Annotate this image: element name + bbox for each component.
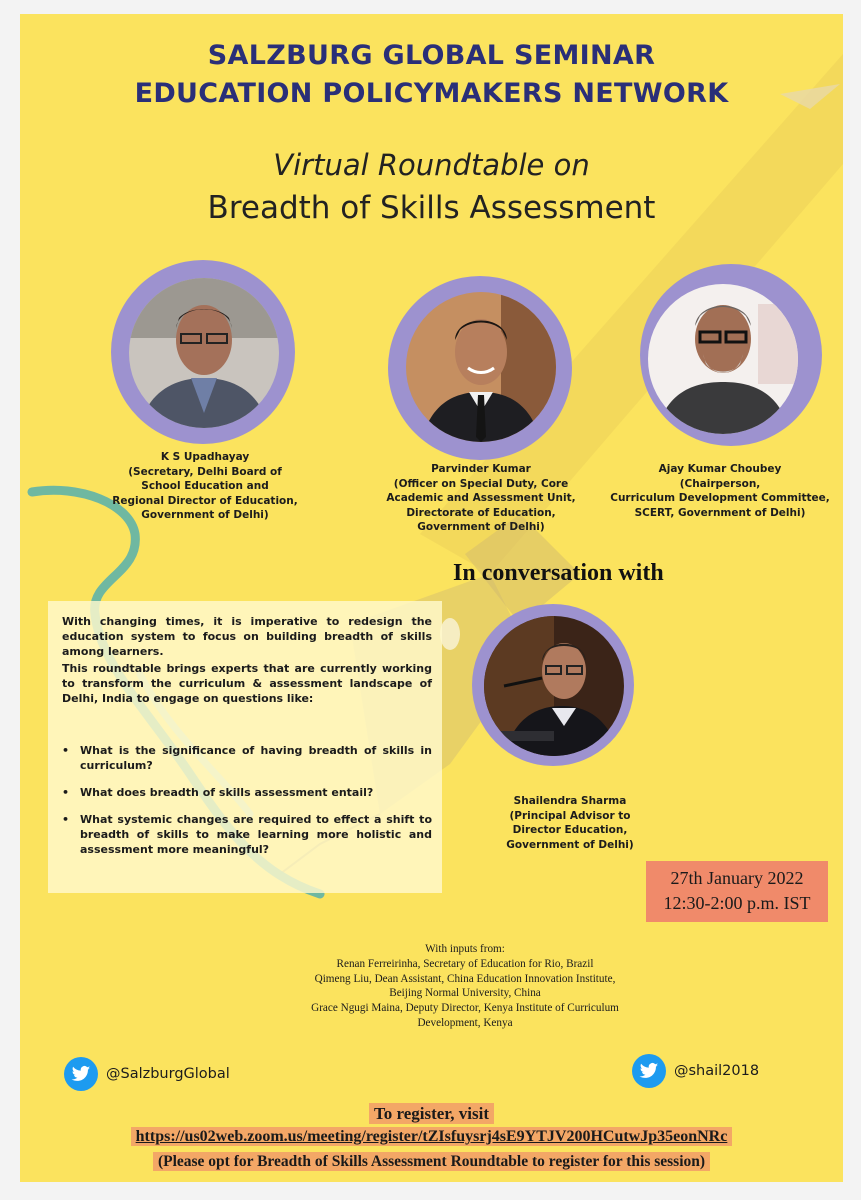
register-heading-text: To register, visit [369, 1103, 494, 1124]
speaker-role-line: (Officer on Special Duty, Core [393, 477, 569, 490]
inputs-from [290, 942, 640, 1031]
question-text: What is the significance of having breadth of skills in curriculum? [80, 744, 432, 772]
speaker-role-line: SCERT, Government of Delhi) [634, 506, 806, 519]
question-item [62, 785, 432, 800]
question-text: What does breadth of skills assessment entail? [80, 786, 374, 799]
speaker-role-line: Academic and Assessment Unit, [386, 492, 576, 504]
speaker-role-line: Government of Delhi) [141, 509, 269, 521]
twitter-handle-text: @shail2018 [674, 1063, 760, 1079]
speaker-role-line: (Chairperson, [679, 477, 761, 490]
register-note: (Please opt for Breadth of Skills Assessment Roundtable to register for this session) [153, 1152, 710, 1171]
register-note-row [20, 1153, 843, 1171]
register-heading [20, 1104, 843, 1124]
moderator-role-line: Government of Delhi) [506, 838, 634, 851]
speaker-photo-parvinder [388, 276, 572, 460]
inputs-line: Beijing Normal University, China [389, 987, 541, 1000]
speaker-name: Ajay Kumar Choubey [658, 463, 782, 475]
portrait-4 [484, 616, 624, 756]
conversation-heading: In conversation with [453, 560, 664, 586]
twitter-icon [632, 1054, 666, 1088]
description-para2: This roundtable brings experts that are currently working to transform the curriculum & assessment landscape of Delhi, India to engage on questions like: [62, 662, 432, 705]
moderator-role-line: Director Education, [512, 824, 628, 836]
moderator-photo-sharma [472, 604, 634, 766]
speaker-photo-upadhayay [111, 260, 295, 444]
event-time: 12:30-2:00 p.m. IST [663, 893, 811, 913]
speaker-caption-choubey [600, 462, 840, 520]
speaker-caption-upadhayay [90, 450, 320, 523]
speaker-role-line: Directorate of Education, [406, 506, 556, 519]
portrait-3 [648, 284, 798, 434]
question-list [62, 743, 432, 869]
speaker-role-line: Curriculum Development Committee, [610, 492, 830, 504]
moderator-name: Shailendra Sharma [513, 795, 627, 807]
twitter-handle-right[interactable] [632, 1054, 759, 1088]
speaker-photo-choubey [640, 264, 822, 446]
speaker-name: Parvinder Kumar [431, 463, 531, 475]
register-link[interactable]: https://us02web.zoom.us/meeting/register/tZIsfuysrj4sE9YTJV200HCutwJp35eonNRc [131, 1127, 733, 1146]
speaker-role-line: School Education and [141, 480, 269, 492]
inputs-line: Grace Ngugi Maina, Deputy Director, Kenya Institute of Curriculum [311, 1002, 619, 1015]
portrait-1 [129, 278, 279, 428]
twitter-icon [64, 1057, 98, 1091]
speaker-role-line: (Secretary, Delhi Board of [128, 465, 282, 478]
twitter-handle-left[interactable] [64, 1057, 230, 1091]
inputs-heading: With inputs from: [425, 943, 505, 955]
description-para1: With changing times, it is imperative to redesign the education system to focus on building breadth of skills among learners. [62, 615, 432, 658]
moderator-caption [490, 794, 650, 852]
event-date: 27th January 2022 [670, 868, 804, 888]
inputs-line: Development, Kenya [417, 1016, 513, 1029]
register-link-row [20, 1128, 843, 1146]
event-date-box [646, 861, 828, 922]
twitter-handle-text: @SalzburgGlobal [106, 1066, 230, 1082]
bullet-glyph: • [62, 744, 70, 757]
event-title: Breadth of Skills Assessment [207, 190, 656, 226]
question-item [62, 743, 432, 773]
description-box [48, 601, 442, 893]
question-text: What systemic changes are required to effect a shift to breadth of skills to make learning more holistic and assessment more meaningful? [80, 813, 432, 856]
moderator-role-line: (Principal Advisor to [509, 809, 631, 822]
speaker-role-line: Government of Delhi) [417, 521, 545, 533]
event-subtitle-line1: Virtual Roundtable on [273, 148, 590, 182]
inputs-line: Qimeng Liu, Dean Assistant, China Education Innovation Institute, [314, 972, 616, 985]
bullet-glyph: • [62, 786, 70, 799]
speaker-role-line: Regional Director of Education, [112, 494, 298, 507]
bullet-glyph: • [62, 813, 70, 826]
inputs-line: Renan Ferreirinha, Secretary of Education for Rio, Brazil [336, 957, 594, 970]
speaker-name: K S Upadhayay [160, 451, 250, 463]
question-item [62, 812, 432, 857]
speaker-caption-parvinder [366, 462, 596, 535]
org-title-line2: EDUCATION POLICYMAKERS NETWORK [134, 78, 729, 109]
poster [20, 14, 843, 1182]
org-title-line1: SALZBURG GLOBAL SEMINAR [207, 40, 656, 71]
portrait-2 [406, 292, 556, 442]
